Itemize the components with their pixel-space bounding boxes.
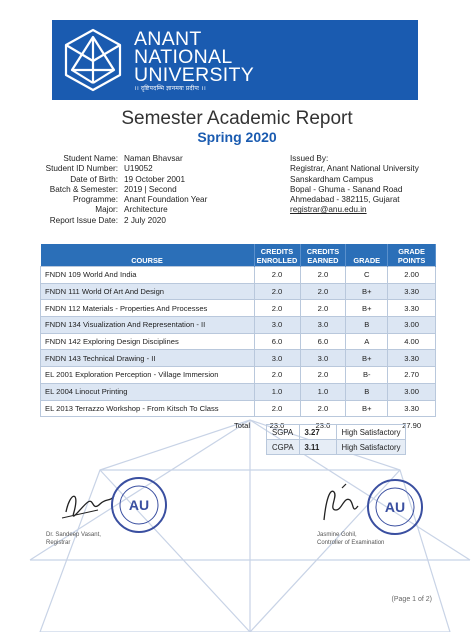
grade-points: 3.30 (388, 283, 436, 300)
registrar-title: Registrar (46, 540, 71, 546)
grades-table (40, 244, 436, 433)
grade-points: 3.30 (388, 300, 436, 317)
header-course: COURSE (41, 244, 255, 267)
course-name: FNDN 111 World Of Art And Design (41, 283, 255, 300)
grade-points: 3.00 (388, 383, 436, 400)
report-issue-date: 2 July 2020 (124, 215, 166, 225)
grade: B+ (346, 350, 388, 367)
student-major: Architecture (124, 205, 168, 215)
table-row (41, 300, 436, 317)
report-title: Semester Academic Report (121, 108, 353, 129)
seal-text: AU (384, 499, 406, 515)
credits-enrolled: 2.0 (254, 283, 300, 300)
table-row (41, 333, 436, 350)
course-name: FNDN 134 Visualization And Representation - II (41, 317, 255, 334)
registrar-email-link[interactable]: registrar@anu.edu.in (290, 205, 367, 215)
report-term: Spring 2020 (197, 129, 277, 145)
grade: B+ (346, 283, 388, 300)
grade: C (346, 267, 388, 284)
gpa-row-sgpa (267, 425, 406, 440)
issuer-line: Ahmedabad - 382115, Gujarat (290, 195, 400, 205)
controller-signature-block (317, 531, 384, 547)
table-row (41, 350, 436, 367)
credits-enrolled: 2.0 (254, 300, 300, 317)
gpa-remark: High Satisfactory (336, 440, 406, 455)
course-name: FNDN 143 Technical Drawing - II (41, 350, 255, 367)
student-batch: 2019 | Second (124, 184, 177, 194)
gpa-table (266, 424, 406, 455)
label-dob: Date of Birth: (70, 174, 118, 184)
student-info-values (124, 154, 284, 226)
university-name-line2: NATIONAL (134, 46, 233, 68)
student-name: Naman Bhavsar (124, 154, 183, 163)
table-row (41, 367, 436, 384)
university-seal-right (366, 478, 424, 536)
table-row (41, 400, 436, 417)
credits-earned: 2.0 (300, 400, 346, 417)
table-row (41, 383, 436, 400)
grade: B+ (346, 400, 388, 417)
label-major: Major: (95, 205, 118, 215)
university-name (134, 30, 254, 84)
seal-text: AU (128, 497, 150, 513)
label-student-name: Student Name: (63, 154, 118, 163)
gpa-value: 3.27 (299, 425, 336, 440)
label-student-id: Student ID Number: (45, 164, 118, 174)
table-row (41, 317, 436, 334)
credits-enrolled: 2.0 (254, 367, 300, 384)
credits-enrolled: 1.0 (254, 383, 300, 400)
table-row (41, 283, 436, 300)
table-header-row (41, 244, 436, 267)
gpa-label: SGPA (267, 425, 300, 440)
student-programme: Anant Foundation Year (124, 195, 208, 205)
grade-points: 4.00 (388, 333, 436, 350)
grade: B+ (346, 300, 388, 317)
course-name: EL 2004 Linocut Printing (41, 383, 255, 400)
controller-title: Controller of Examination (317, 540, 385, 546)
course-name: FNDN 142 Exploring Design Disciplines (41, 333, 255, 350)
grade-points: 3.30 (388, 400, 436, 417)
credits-enrolled: 3.0 (254, 350, 300, 367)
course-name: EL 2013 Terrazzo Workshop - From Kitsch To Class (41, 400, 255, 417)
credits-enrolled: 3.0 (254, 317, 300, 334)
header-grade: GRADE (346, 244, 388, 267)
gpa-label: CGPA (267, 440, 300, 455)
header-credits-enrolled: CREDITS ENROLLED (254, 244, 300, 267)
course-name: FNDN 109 World And India (41, 267, 255, 284)
university-logo-icon (62, 27, 124, 93)
credits-earned: 6.0 (300, 333, 346, 350)
credits-enrolled: 6.0 (254, 333, 300, 350)
grade-points: 3.00 (388, 317, 436, 334)
total-credits-enrolled: 23.0 (269, 420, 285, 430)
label-issue-date: Report Issue Date: (49, 215, 118, 225)
registrar-signature-block (46, 531, 101, 547)
credits-enrolled: 2.0 (254, 400, 300, 417)
issuer-line: Registrar, Anant National University (290, 164, 419, 174)
grade: B (346, 317, 388, 334)
issuer-info (290, 154, 460, 216)
table-row (41, 267, 436, 284)
course-name: FNDN 112 Materials - Properties And Processes (41, 300, 255, 317)
credits-earned: 2.0 (300, 300, 346, 317)
student-info-labels (40, 154, 118, 226)
credits-earned: 1.0 (300, 383, 346, 400)
grade-points: 3.30 (388, 350, 436, 367)
header-grade-points: GRADE POINTS (388, 244, 436, 267)
credits-earned: 2.0 (300, 367, 346, 384)
issuer-line: Sanskardham Campus (290, 174, 374, 184)
grade-points: 2.00 (388, 267, 436, 284)
university-tagline: ।। दृष्टिपदम्भि ज्ञानमयः प्रदीपः ।। (134, 86, 206, 92)
header-credits-earned: CREDITS EARNED (300, 244, 346, 267)
gpa-row-cgpa (267, 440, 406, 455)
credits-enrolled: 2.0 (254, 267, 300, 284)
university-name-line3: UNIVERSITY (134, 64, 255, 86)
credits-earned: 3.0 (300, 350, 346, 367)
course-name: EL 2001 Exploration Perception - Village Immersion (41, 367, 255, 384)
student-dob: 19 October 2001 (124, 174, 185, 184)
controller-name: Jasmine Gohil, (317, 532, 357, 538)
issued-by-heading: Issued By: (290, 154, 329, 163)
registrar-signature (58, 482, 118, 530)
label-batch: Batch & Semester: (49, 184, 118, 194)
grade: B- (346, 367, 388, 384)
grade: A (346, 333, 388, 350)
grade-points: 2.70 (388, 367, 436, 384)
page-number: (Page 1 of 2) (391, 596, 432, 603)
total-grade-points: 27.90 (402, 420, 422, 430)
gpa-value: 3.11 (299, 440, 336, 455)
registrar-name: Dr. Sandeep Vasant, (46, 532, 101, 538)
gpa-remark: High Satisfactory (336, 425, 406, 440)
credits-earned: 2.0 (300, 283, 346, 300)
controller-signature (316, 480, 362, 530)
total-credits-earned: 23.0 (315, 420, 331, 430)
credits-earned: 3.0 (300, 317, 346, 334)
university-seal-left (110, 476, 168, 534)
label-programme: Programme: (72, 195, 118, 205)
student-id: U19052 (124, 164, 153, 174)
grade: B (346, 383, 388, 400)
university-name-line1: ANANT (134, 28, 202, 50)
university-header-band (52, 20, 418, 100)
issuer-line: Bopal - Ghuma - Sanand Road (290, 184, 403, 194)
total-label: Total (233, 420, 251, 430)
credits-earned: 2.0 (300, 267, 346, 284)
